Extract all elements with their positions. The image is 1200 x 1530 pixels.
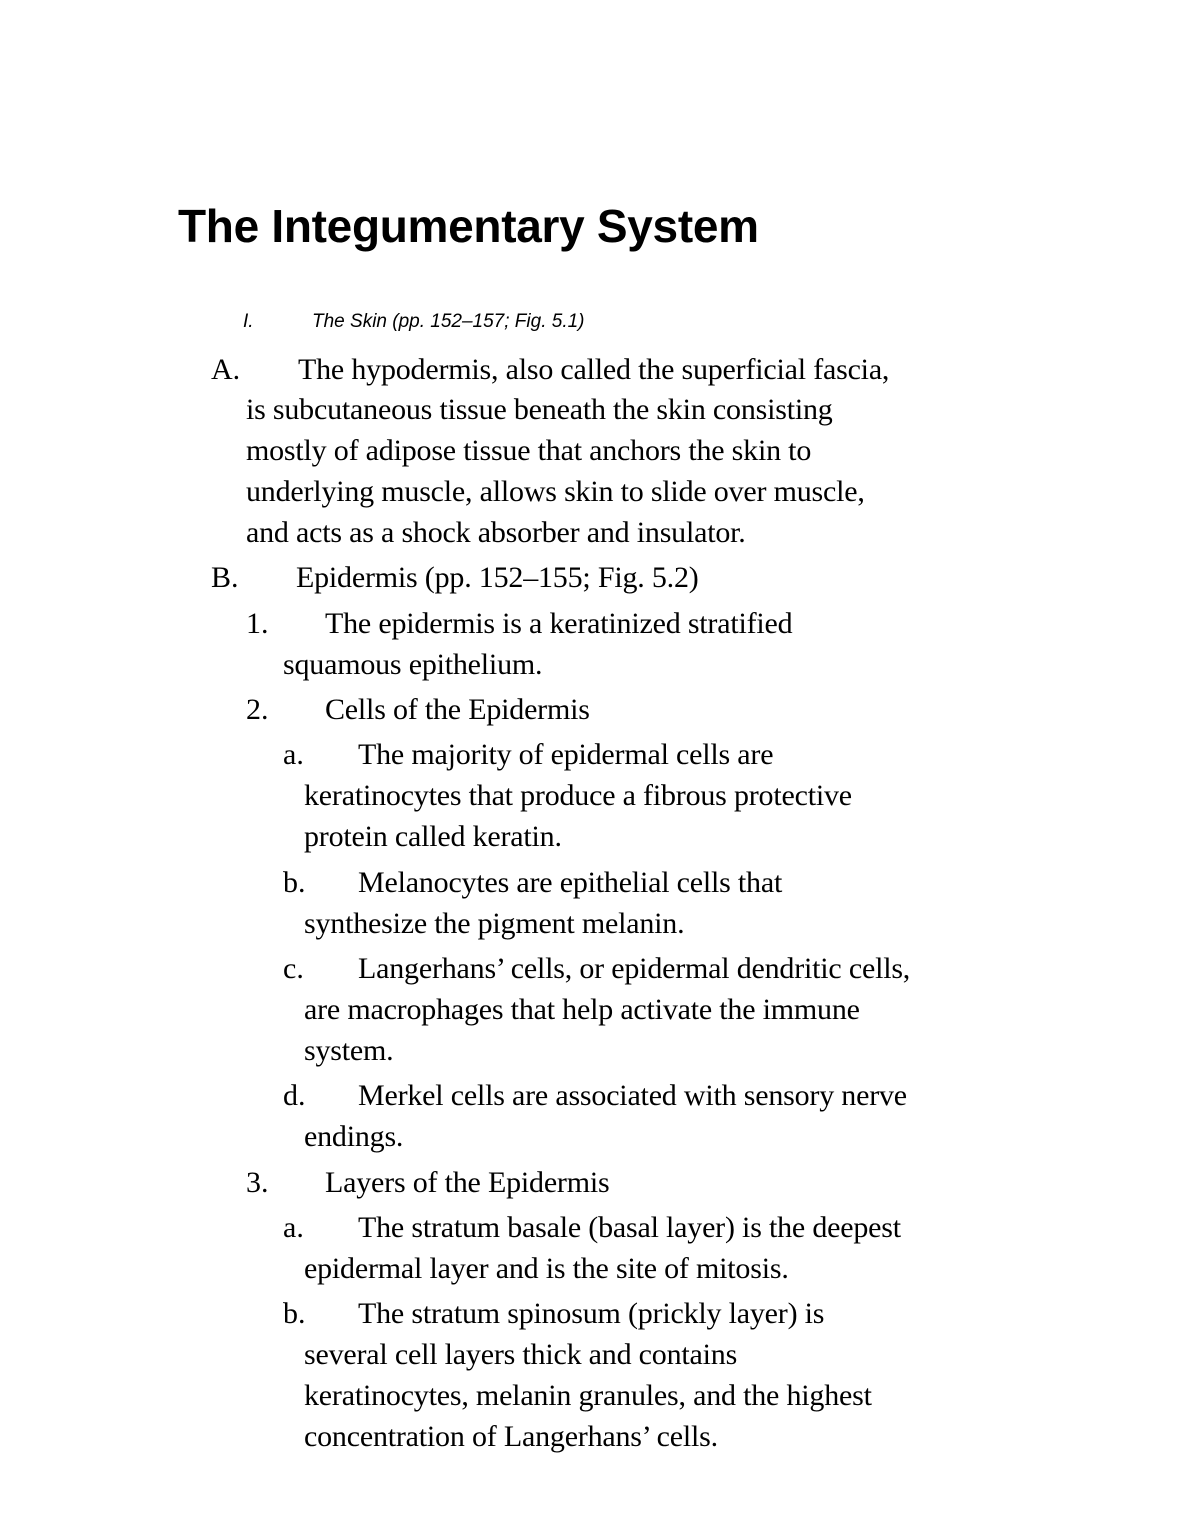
section-title: The Skin (pp. 152–157; Fig. 5.1) [312,311,585,332]
outline-line: The stratum spinosum (prickly layer) is [358,1297,825,1330]
outline-marker-a: a. [283,738,304,771]
outline-line: concentration of Langerhans’ cells. [304,1420,718,1453]
outline-line: and acts as a shock absorber and insulator. [246,516,746,549]
outline-line: underlying muscle, allows skin to slide over muscle, [246,475,865,508]
outline-line: The epidermis is a keratinized stratified [325,607,793,640]
outline-line: Langerhans’ cells, or epidermal dendritic cells, [358,952,911,985]
outline-line: keratinocytes, melanin granules, and the highest [304,1379,872,1412]
outline-line: mostly of adipose tissue that anchors the skin to [246,434,812,467]
outline-line: system. [304,1034,394,1067]
section-number: I. [243,311,254,332]
outline-marker-1: 1. [246,607,269,640]
outline-line: several cell layers thick and contains [304,1338,738,1371]
outline-line: Layers of the Epidermis [325,1166,610,1199]
outline-line: synthesize the pigment melanin. [304,907,685,940]
outline-line: The stratum basale (basal layer) is the deepest [358,1211,901,1244]
outline-line: Merkel cells are associated with sensory nerve [358,1079,907,1112]
outline-line: The hypodermis, also called the superficial fascia, [298,353,890,386]
outline-line: epidermal layer and is the site of mitosis. [304,1252,789,1285]
outline-marker-3: 3. [246,1166,269,1199]
outline-line: Cells of the Epidermis [325,693,590,726]
outline-marker-d: d. [283,1079,306,1112]
outline-line: keratinocytes that produce a fibrous protective [304,779,852,812]
outline-line: is subcutaneous tissue beneath the skin consisting [246,393,833,426]
outline-marker-a: A. [211,353,241,386]
outline-marker-c: c. [283,952,304,985]
outline-marker-b: B. [211,561,239,594]
outline-marker-b: b. [283,1297,306,1330]
page-title: The Integumentary System [178,200,759,252]
outline-marker-b: b. [283,866,306,899]
outline-marker-2: 2. [246,693,269,726]
outline-line: Epidermis (pp. 152–155; Fig. 5.2) [296,561,699,594]
outline-line: squamous epithelium. [283,648,543,681]
outline-line: The majority of epidermal cells are [358,738,774,771]
outline-line: are macrophages that help activate the immune [304,993,860,1026]
outline-line: protein called keratin. [304,820,562,853]
outline-marker-a: a. [283,1211,304,1244]
outline-line: endings. [304,1120,404,1153]
outline-line: Melanocytes are epithelial cells that [358,866,783,899]
